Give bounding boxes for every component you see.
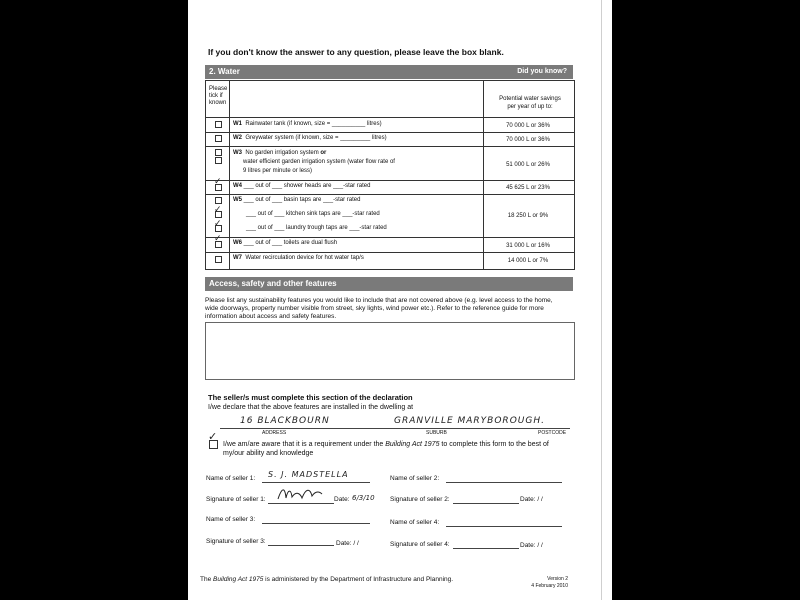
seller1-name-label: Name of seller 1: [206, 475, 256, 482]
w4-tick-mark: ✓ [214, 176, 222, 186]
seller1-date-label: Date: [334, 496, 350, 503]
address-caption: ADDRESS [262, 430, 287, 436]
w4-label: W4 ___ out of ___ shower heads are ___-star rated [233, 183, 371, 189]
seller2-signature-field[interactable] [453, 503, 519, 504]
seller3-name-label: Name of seller 3: [206, 516, 256, 523]
w6-label: W6 ___ out of ___ toilets are dual flush [233, 240, 338, 246]
seller2-signature-label: Signature of seller 2: [390, 496, 450, 503]
seller1-name-field[interactable] [262, 482, 370, 483]
seller2-name-field[interactable] [446, 482, 562, 483]
seller3-signature-label: Signature of seller 3: [206, 538, 266, 545]
seller1-date-handwriting: 6/3/10 [352, 494, 375, 502]
w4-value: 45 625 L or 23% [506, 185, 550, 191]
water-section-header [205, 65, 573, 79]
seller3-date[interactable]: Date: / / [336, 540, 359, 547]
w5c-tick-mark: ✓ [214, 218, 222, 228]
w6-value: 31 000 L or 16% [506, 243, 550, 249]
address-line[interactable] [220, 428, 570, 429]
seller4-signature-field[interactable] [453, 548, 519, 549]
access-features-textarea[interactable] [205, 322, 575, 380]
seller1-signature-label: Signature of seller 1: [206, 496, 266, 503]
form-page [188, 0, 612, 600]
seller4-name-field[interactable] [446, 526, 562, 527]
access-instructions: Please list any sustainability features you would like to include that are not covered above (e.g. level access to the home, wide doorways, property number visible from street, sky lights, wind power etc.). Refer to the reference guide for more information about access and safety features. [205, 297, 553, 320]
notice-text: If you don't know the answer to any question, please leave the box blank. [208, 47, 504, 57]
declaration-line1: I/we declare that the above features are installed in the dwelling at [208, 404, 414, 411]
suburb-handwriting: GRANVILLE MARYBOROUGH. [394, 416, 545, 426]
please-tick-header: Please tick if known [209, 86, 228, 106]
w5-label: W5 ___ out of ___ basin taps are ___-star rated [233, 197, 361, 203]
version-info: Version 2 4 February 2010 [531, 576, 568, 589]
w2-label: W2 Greywater system (if known, size = _________ litres) [233, 135, 387, 141]
w5-kitchen-label: ___ out of ___ kitchen sink taps are ___-star rated [246, 211, 380, 217]
water-section-title: 2. Water [209, 67, 240, 76]
w3b-checkbox[interactable] [215, 157, 222, 164]
seller4-date[interactable]: Date: / / [520, 542, 543, 549]
seller1-name-handwriting: S. J. MADSTELLA [268, 470, 349, 479]
w3-value: 51 000 L or 26% [506, 162, 550, 168]
address-handwriting: 16 BLACKBOURN [240, 416, 330, 426]
seller4-name-label: Name of seller 4: [390, 519, 440, 526]
savings-header: Potential water savings per year of up to: [499, 96, 561, 110]
w6-tick-mark: ✓ [214, 233, 222, 243]
w5-laundry-label: ___ out of ___ laundry trough taps are ___-star rated [246, 225, 387, 231]
w7-checkbox[interactable] [215, 256, 222, 263]
w5a-checkbox[interactable] [215, 197, 222, 204]
declaration-heading: The seller/s must complete this section of the declaration [208, 393, 413, 402]
seller4-signature-label: Signature of seller 4: [390, 541, 450, 548]
w7-label: W7 Water recirculation device for hot water tap/s [233, 255, 364, 261]
w1-label: W1 Rainwater tank (if known, size = __________ litres) [233, 121, 382, 127]
did-you-know-label: Did you know? [517, 68, 567, 75]
aware-tick-mark: ✓ [208, 431, 218, 443]
footer-text: The Building Act 1975 is administered by the Department of Infrastructure and Planning. [200, 576, 454, 583]
seller2-date[interactable]: Date: / / [520, 496, 543, 503]
seller3-signature-field[interactable] [268, 545, 334, 546]
seller2-name-label: Name of seller 2: [390, 475, 440, 482]
w1-checkbox[interactable] [215, 121, 222, 128]
water-table [205, 80, 575, 270]
seller1-signature-field[interactable] [268, 503, 334, 504]
w3a-checkbox[interactable] [215, 149, 222, 156]
seller1-signature-image [276, 485, 326, 503]
access-section-title: Access, safety and other features [209, 279, 337, 288]
access-section-header [205, 277, 573, 291]
postcode-caption: POSTCODE [538, 430, 567, 436]
aware-statement: I/we am/are aware that it is a requirement under the Building Act 1975 to complete this form to the best of my/our ability and knowledge [223, 441, 549, 457]
w5b-tick-mark: ✓ [214, 204, 222, 214]
w1-value: 70 000 L or 36% [506, 123, 550, 129]
seller3-name-field[interactable] [262, 523, 370, 524]
w5-value: 18 250 L or 9% [507, 213, 549, 219]
w3-label: W3 No garden irrigation system or water efficient garden irrigation system (water flow rate of 9 litres per minute or less) [233, 150, 395, 174]
w7-value: 14 000 L or 7% [507, 258, 549, 264]
w2-checkbox[interactable] [215, 135, 222, 142]
suburb-caption: SUBURB [426, 430, 447, 436]
w2-value: 70 000 L or 36% [506, 137, 550, 143]
